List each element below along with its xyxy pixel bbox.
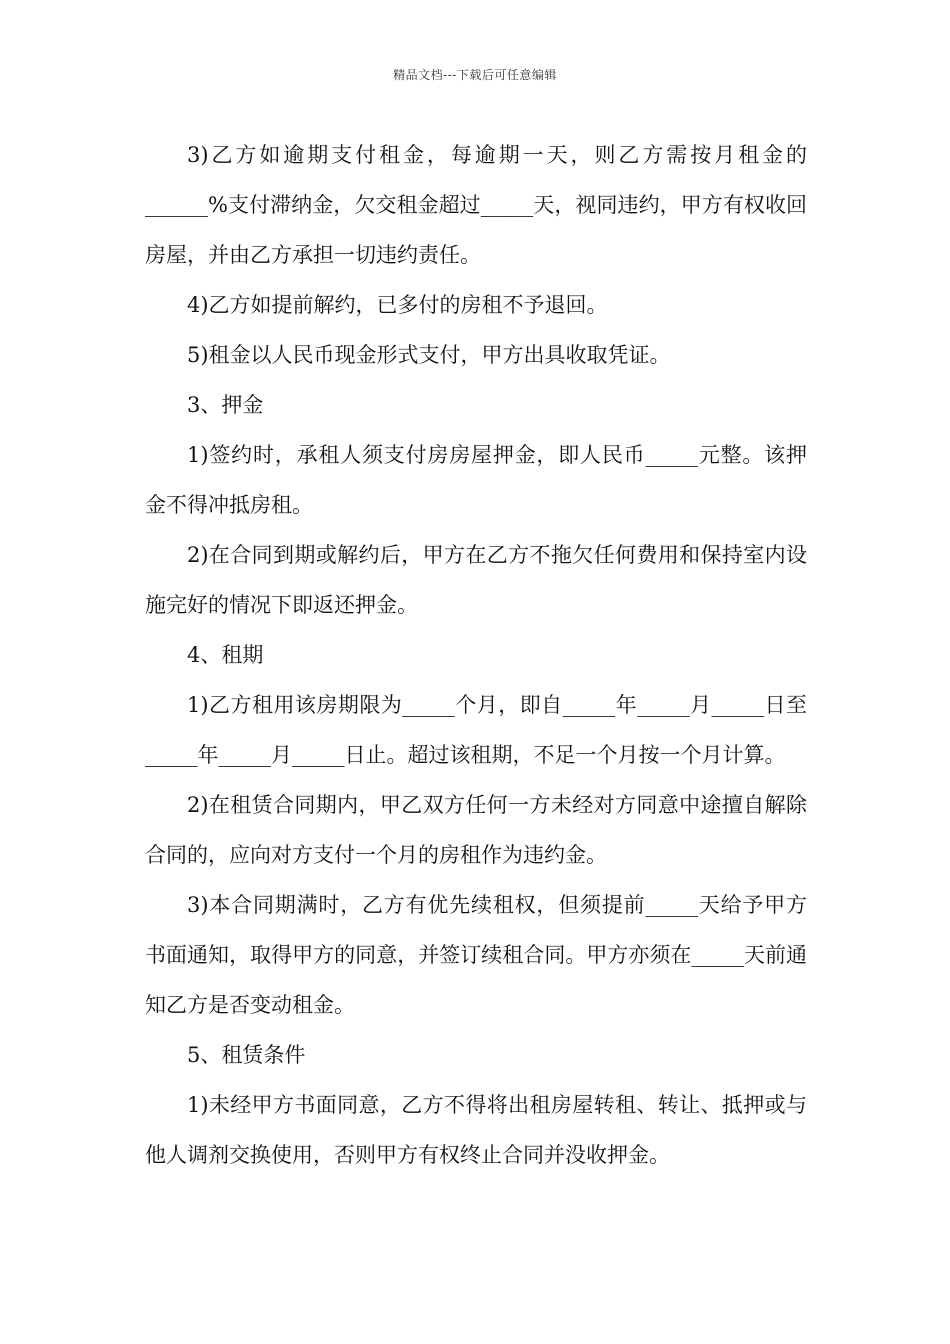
document-body	[145, 130, 807, 1180]
clause-sublease-prohibition: 1)未经甲方书面同意，乙方不得将出租房屋转租、转让、抵押或与他人调剂交换使用，否则甲方有权终止合同并没收押金。	[145, 1093, 807, 1167]
clause-lease-period: 1)乙方租用该房期限为_____个月，即自_____年_____月_____日至_____年_____月_____日止。超过该租期，不足一个月按一个月计算。	[145, 693, 807, 767]
clause-late-payment: 3)乙方如逾期支付租金，每逾期一天，则乙方需按月租金的______%支付滞纳金，欠交租金超过_____天，视同违约，甲方有权收回房屋，并由乙方承担一切违约责任。	[145, 143, 807, 267]
clause-renewal: 3)本合同期满时，乙方有优先续租权，但须提前_____天给予甲方书面通知，取得甲方的同意，并签订续租合同。甲方亦须在_____天前通知乙方是否变动租金。	[145, 893, 807, 1017]
clause-breach-penalty: 2)在租赁合同期内，甲乙双方任何一方未经对方同意中途擅自解除合同的，应向对方支付一个月的房租作为违约金。	[145, 793, 807, 867]
clause-payment-method: 5)租金以人民币现金形式支付，甲方出具收取凭证。	[187, 343, 671, 367]
section-heading-deposit: 3、押金	[187, 393, 264, 417]
clause-deposit-return: 2)在合同到期或解约后，甲方在乙方不拖欠任何费用和保持室内设施完好的情况下即返还押金。	[145, 543, 807, 617]
clause-deposit-payment: 1)签约时，承租人须支付房房屋押金，即人民币_____元整。该押金不得冲抵房租。	[145, 443, 807, 517]
section-heading-lease-term: 4、租期	[187, 643, 264, 667]
clause-early-termination: 4)乙方如提前解约，已多付的房租不予退回。	[187, 293, 608, 317]
page-header: 精品文档---下载后可任意编辑	[393, 68, 557, 82]
section-heading-lease-conditions: 5、租赁条件	[187, 1043, 306, 1067]
